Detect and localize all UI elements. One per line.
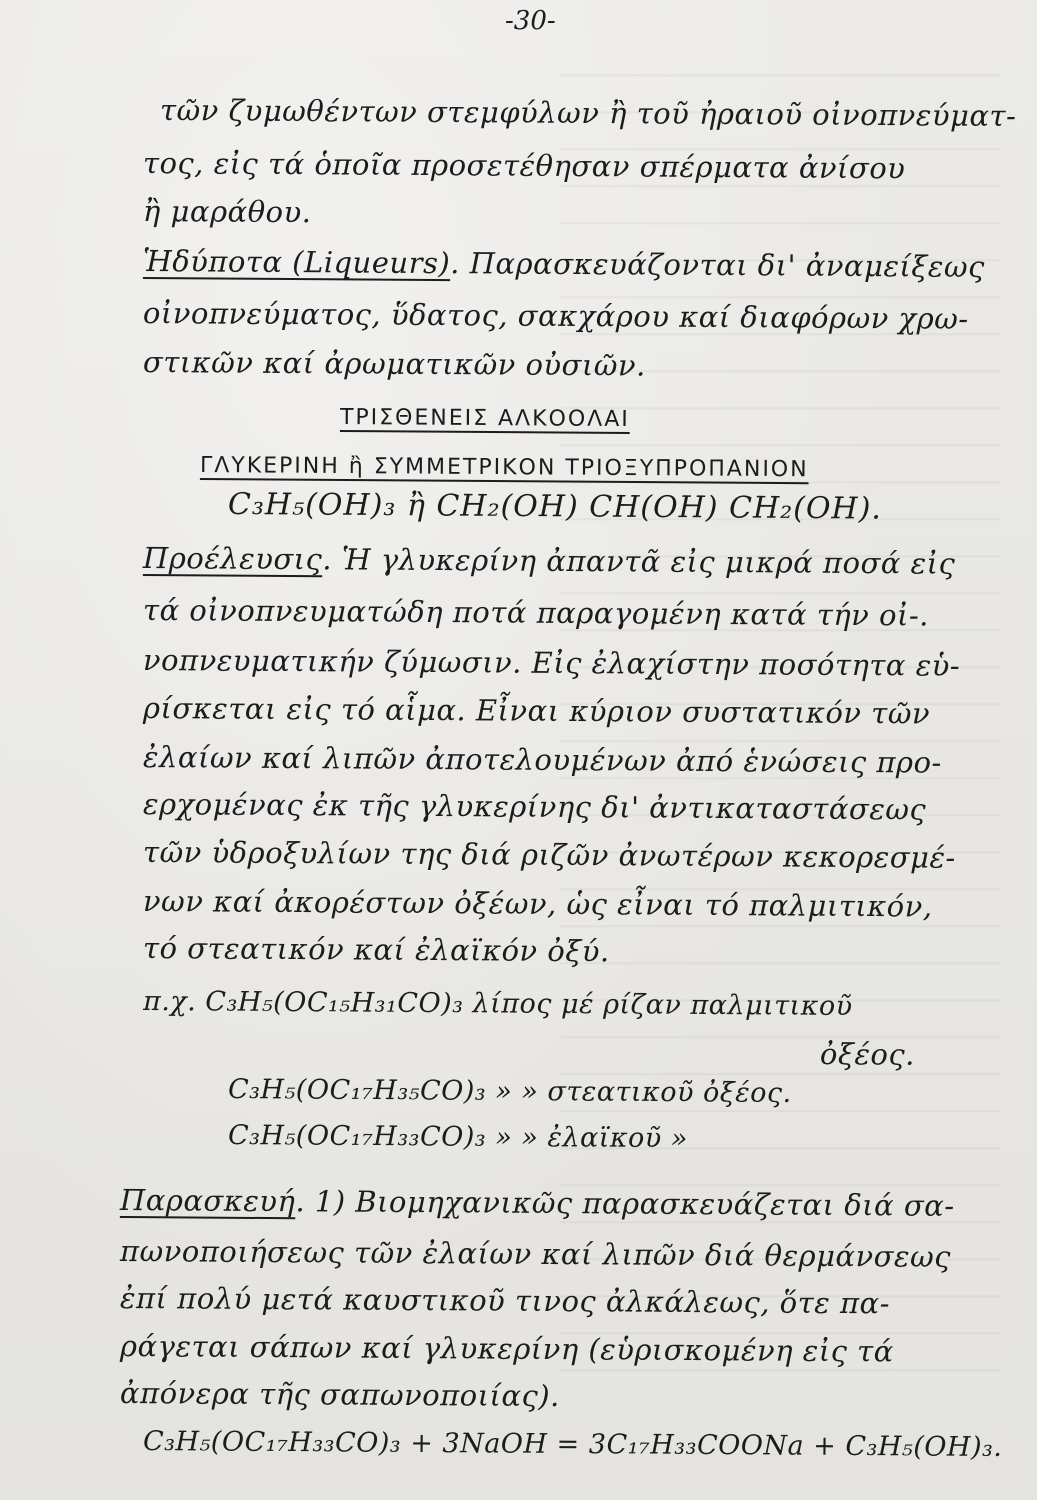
text-line-20 xyxy=(120,1182,955,1224)
text-line-20-body: . 1) Βιομηχανικῶς παρασκευάζεται διά σα- xyxy=(295,1184,955,1223)
text-line-2: τος, εἰς τά ὁποῖα προσετέθησαν σπέρματα ἀνίσου xyxy=(142,146,906,186)
text-line-15: τό στεατικόν καί ἐλαϊκόν ὀξύ. xyxy=(142,931,610,969)
text-line-21: πωνοποιήσεως τῶν ἐλαίων καί λιπῶν διά θερμάνσεως xyxy=(119,1234,952,1274)
example-line-palmitic-cont: ὀξέος. xyxy=(819,1037,916,1072)
text-line-3: ἢ μαράθου. xyxy=(142,194,312,230)
section-heading-liqueurs: Ἡδύποτα (Liqueurs) xyxy=(142,244,451,281)
formula-saponification: C₃H₅(OC₁₇H₃₃CO)₃ + 3NaOH = 3C₁₇H₃₃COONa + C₃H₅(OH)₃. xyxy=(142,1426,1003,1463)
section-heading-preparation: Παρασκευή xyxy=(119,1183,296,1219)
page-number: -30- xyxy=(505,6,556,36)
text-line-14: νων καί ἀκορέστων ὀξέων, ὡς εἶναι τό παλμιτικόν, xyxy=(142,884,933,924)
text-line-5: οἰνοπνεύματος, ὕδατος, σακχάρου καί διαφόρων χρω- xyxy=(142,296,969,336)
text-line-7 xyxy=(143,540,956,582)
example-line-stearic: C₃H₅(OC₁₇H₃₅CO)₃ » » στεατικοῦ ὀξέος. xyxy=(227,1074,792,1109)
text-line-22: ἐπί πολύ μετά καυστικοῦ τινος ἀλκάλεως, ὅτε πα- xyxy=(119,1281,891,1321)
text-line-1: τῶν ζυμωθέντων στεμφύλων ἢ τοῦ ἠραιοῦ οἰνοπνεύματ- xyxy=(159,93,1017,133)
heading-glycerin: ΓΛΥΚΕΡΙΝΗ ἢ ΣΥΜΜΕΤΡΙΚΟΝ ΤΡΙΟΞΥΠΡΟΠΑΝΙΟΝ xyxy=(199,453,809,483)
text-line-13: τῶν ὑδροξυλίων της διά ριζῶν ἀνωτέρων κεκορεσμέ- xyxy=(142,835,956,875)
text-line-24: ἀπόνερα τῆς σαπωνοποιίας). xyxy=(119,1376,560,1414)
text-line-10: ρίσκεται εἰς τό αἷμα. Εἶναι κύριον συστατικόν τῶν xyxy=(142,691,931,731)
text-line-9: νοπνευματικήν ζύμωσιν. Εἰς ἐλαχίστην ποσότητα εὑ- xyxy=(142,643,961,683)
text-line-23: ράγεται σάπων καί γλυκερίνη (εὑρισκομένη εἰς τά xyxy=(119,1329,894,1369)
text-line-4 xyxy=(143,243,985,285)
heading-trihydric-alcohols: ΤΡΙΣΘΕΝΕΙΣ ΑΛΚΟΟΛΑΙ xyxy=(339,405,630,433)
section-heading-origin: Προέλευσις xyxy=(142,541,323,577)
text-line-12: ερχομένας ἐκ τῆς γλυκερίνης δι' ἀντικαταστάσεως xyxy=(142,787,927,827)
text-line-8: τά οἰνοπνευματώδη ποτά παραγομένη κατά τήν οἰ-. xyxy=(142,593,930,633)
text-line-7-body: . Ἡ γλυκερίνη ἀπαντᾶ εἰς μικρά ποσά εἰς xyxy=(322,542,956,581)
text-line-4-body: . Παρασκευάζονται δι' ἀναμείξεως xyxy=(450,246,985,284)
formula-glycerin: C₃H₅(OH)₃ ἢ CH₂(OH) CH(OH) CH₂(OH). xyxy=(227,487,883,527)
example-line-oleic: C₃H₅(OC₁₇H₃₃CO)₃ » » ἐλαϊκοῦ » xyxy=(227,1120,688,1155)
example-line-palmitic: π.χ. C₃H₅(OC₁₅H₃₁CO)₃ λίπος μέ ρίζαν παλμιτικοῦ xyxy=(142,986,853,1022)
text-line-6: στικῶν καί ἀρωματικῶν οὐσιῶν. xyxy=(142,345,646,383)
text-line-11: ἐλαίων καί λιπῶν ἀποτελουμένων ἀπό ἑνώσεις προ- xyxy=(142,740,942,780)
